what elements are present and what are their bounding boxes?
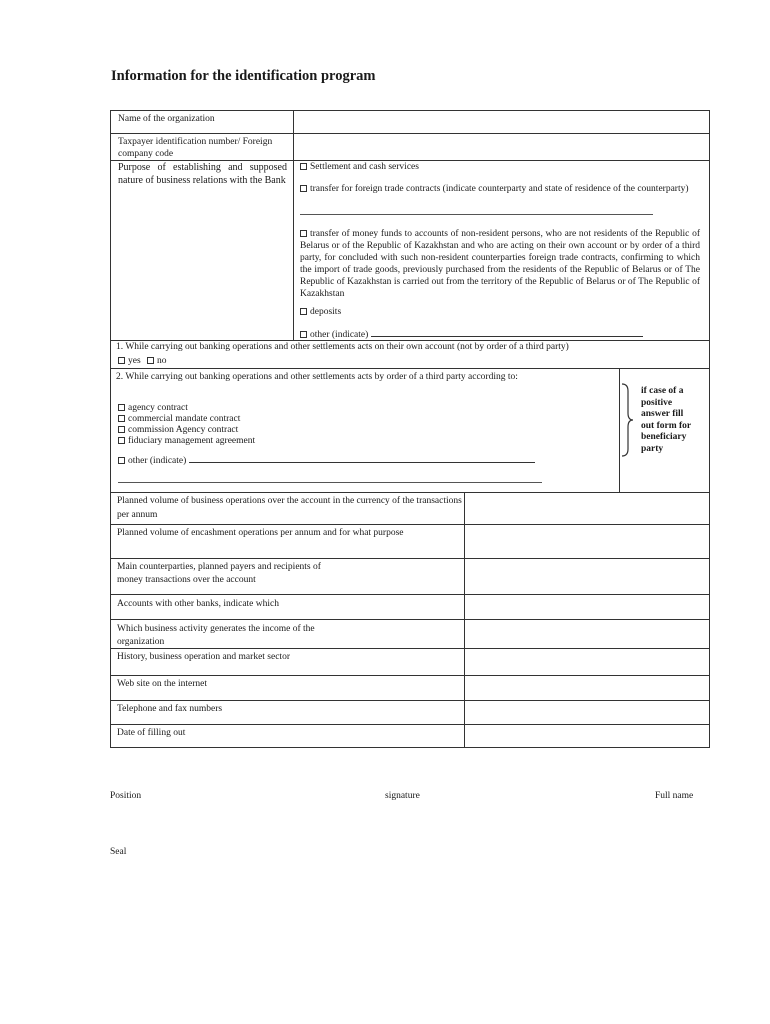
section2-option[interactable] [118,435,418,447]
yes-label: yes [128,356,141,366]
beneficiary-note [641,386,691,455]
note-line: out form for [641,420,692,431]
checkbox-no[interactable] [147,357,154,364]
checkbox-commercial-mandate[interactable] [118,415,125,422]
business-activity-field[interactable] [465,620,708,647]
label-website: Web site on the internet [117,679,207,689]
label-taxpayer: Taxpayer identification number/ Foreign company code [118,137,273,159]
agency-label: agency contract [128,403,188,413]
page-title: Information for the identification program [111,68,376,84]
fiduciary-label: fiduciary management agreement [128,436,256,446]
taxpayer-field[interactable] [295,134,708,159]
note-line: positive [641,397,673,408]
option-settlement[interactable] [300,161,700,173]
commission-agency-label: commission Agency contract [128,425,239,435]
label-encashment: Planned volume of encashment operations per annum and for what purpose [117,528,404,538]
section2-other[interactable] [118,454,558,467]
label-date: Date of filling out [117,728,186,738]
history-field[interactable] [465,649,708,674]
checkbox-settlement[interactable] [300,163,307,170]
table-border-right [709,110,710,493]
label-business-activity: Which business activity generates the income of the organization [117,624,315,647]
footer-seal: Seal [110,847,127,857]
checkbox-commission-agency[interactable] [118,426,125,433]
column-divider-top [293,110,294,340]
label-counterparties: Main counterparties, planned payers and recipients of money transactions over the account [117,562,321,585]
other-banks-field[interactable] [465,595,708,618]
label-planned-volume: Planned volume of business operations over the account in the currency of the transactions per annum [117,496,462,520]
lower-table-left [110,492,111,748]
table-border-bottom [110,747,710,748]
checkbox-fiduciary[interactable] [118,437,125,444]
option-deposits[interactable] [300,306,700,318]
section1-text: 1. While carrying out banking operations and other settlements acts on their own account (not by order of a third party) [116,342,569,352]
option-transfer-foreign-label: transfer for foreign trade contracts (indicate counterparty and state of residence of the counterparty) [310,184,689,194]
lower-table-right [709,492,710,748]
date-field[interactable] [465,725,708,746]
option-settlement-label: Settlement and cash services [310,162,419,172]
other-input-line[interactable] [371,328,643,337]
footer-position: Position [110,791,142,801]
planned-volume-field[interactable] [465,493,708,523]
table-border-left [110,110,111,493]
row-divider [110,368,710,369]
option-transfer-foreign[interactable] [300,183,700,195]
checkbox-transfer-nonresident[interactable] [300,230,307,237]
option-other[interactable] [300,328,700,341]
footer-full-name: Full name [655,791,694,801]
note-line: beneficiary [641,432,687,442]
checkbox-agency[interactable] [118,404,125,411]
option-other-label: other (indicate) [310,330,369,340]
section2-other-label: other (indicate) [128,456,187,466]
commercial-mandate-label: commercial mandate contract [128,414,241,424]
phone-fax-field[interactable] [465,701,708,723]
checkbox-section2-other[interactable] [118,457,125,464]
blank-line [118,482,542,483]
checkbox-transfer-foreign[interactable] [300,185,307,192]
brace-icon [620,383,634,457]
section2-text: 2. While carrying out banking operations and other settlements acts by order of a third party according to: [116,372,518,382]
checkbox-deposits[interactable] [300,308,307,315]
website-field[interactable] [465,676,708,699]
section2-other-line[interactable] [189,454,535,463]
encashment-field[interactable] [465,525,708,557]
checkbox-other[interactable] [300,331,307,338]
label-purpose: Purpose of establishing and supposed nature of business relations with the Bank [118,162,287,186]
footer-signature: signature [385,791,420,801]
counterparties-field[interactable] [465,559,708,593]
label-phone-fax: Telephone and fax numbers [117,704,223,714]
option-transfer-nonresident[interactable] [300,228,700,300]
label-other-banks: Accounts with other banks, indicate which [117,599,279,609]
label-history: History, business operation and market sector [117,652,290,662]
option-transfer-nonresident-label: transfer of money funds to accounts of non-resident persons, who are not residents of the Republic of Belarus or of the Republic of Kazakhstan and who are acting on their own account or by order of a third party, for concluded with such non-resident counterparties foreign trade contracts, confirming to which the import of trade goods, previously purchased from the residents of the Republic of Belarus or of The Republic of Kazakhstan is carried out from the territory of the Republic of Belarus or of The Republic of Kazakhstan [300,229,700,299]
note-line: if case of a [641,386,684,396]
checkbox-yes[interactable] [118,357,125,364]
option-deposits-label: deposits [310,307,342,317]
section1-answer [118,355,318,367]
no-label: no [157,356,167,366]
blank-line [300,214,653,215]
org-name-field[interactable] [295,111,708,132]
label-org-name: Name of the organization [118,114,215,124]
note-line: party [641,443,664,454]
note-line: answer fill [641,409,684,419]
